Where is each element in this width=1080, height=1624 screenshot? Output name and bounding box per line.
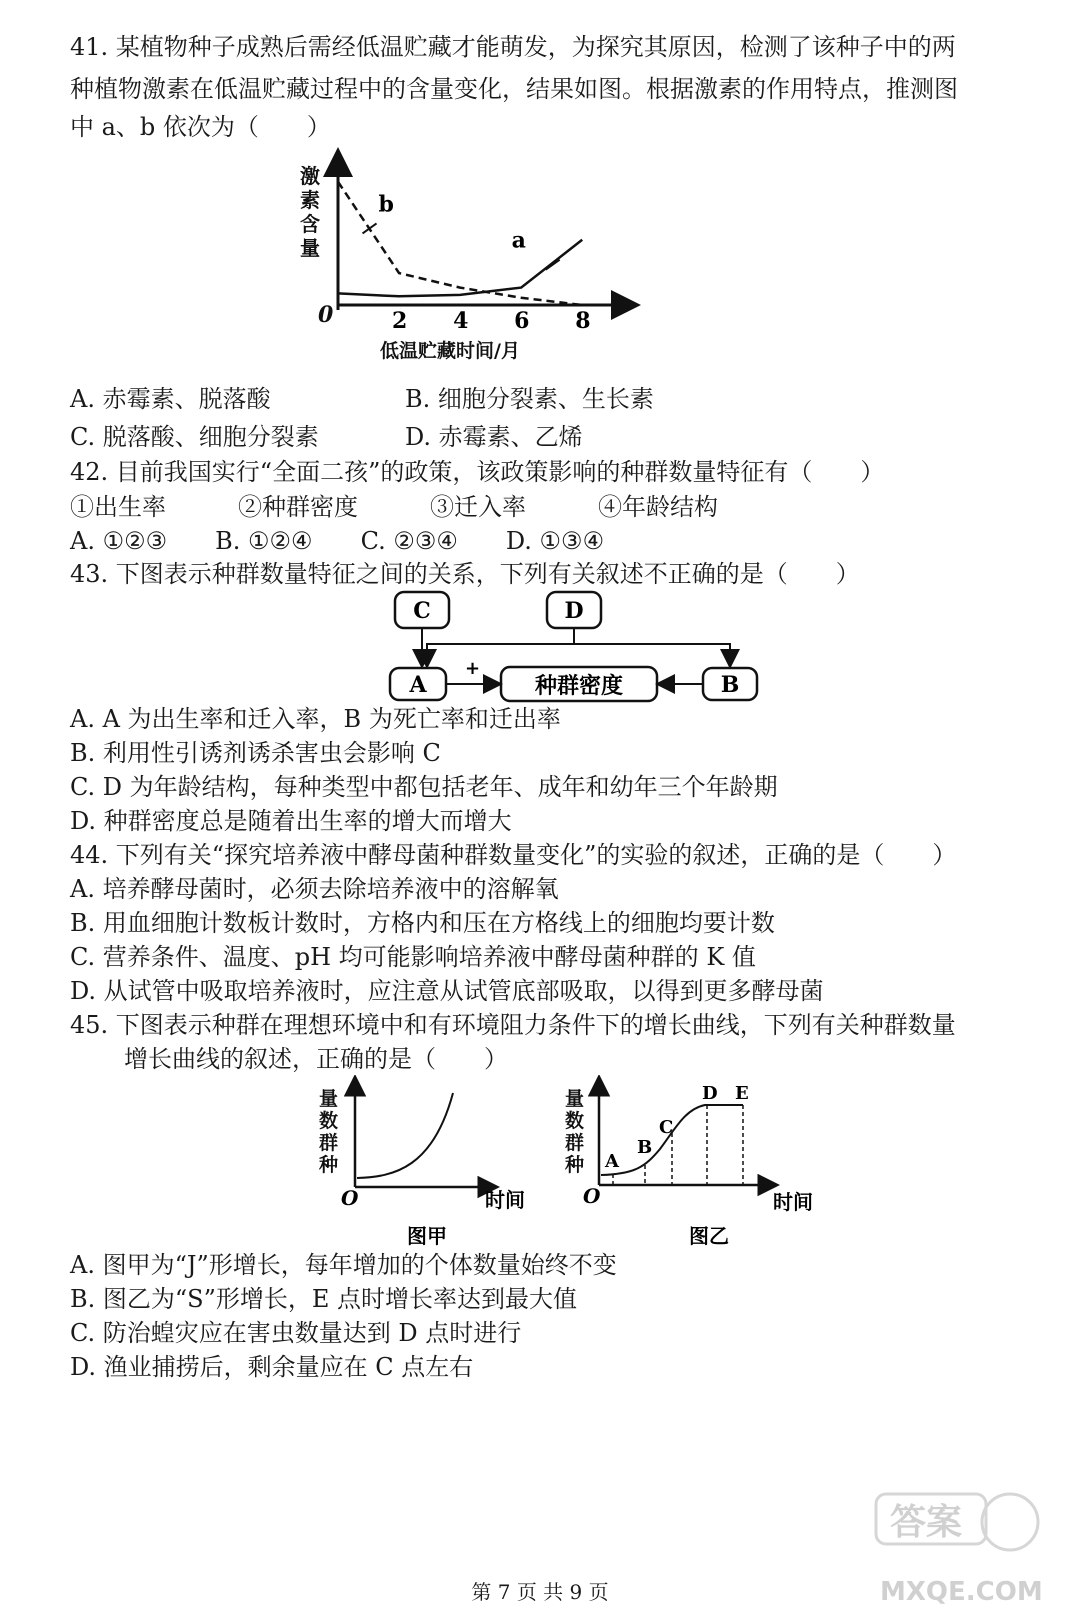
q41-stem-line-1: 41. 某植物种子成熟后需经低温贮藏才能萌发，为探究其原因，检测了该种子中的两 [70,33,956,61]
q41-option-b[interactable]: B. 细胞分裂素、生长素 [405,385,654,413]
q43-option-b[interactable]: B. 利用性引诱剂诱杀害虫会影响 C [70,739,441,767]
svg-text:答案: 答案 [890,1502,963,1543]
q41-leader-b [363,223,377,233]
jia-xlabel: 时间 [485,1188,525,1212]
box-b-label: B [720,672,740,698]
q41-option-d[interactable]: D. 赤霉素、乙烯 [405,423,583,451]
q41-label-b: b [378,191,394,218]
q41-hormone-chart [290,145,650,370]
q41-x-tick-2: 2 [392,308,408,334]
q42-items: ①出生率 ②种群密度 ③迁入率 ④年龄结构 [70,493,718,521]
q44-option-d[interactable]: D. 从试管中吸取培养液时，应注意从试管底部吸取，以得到更多酵母菌 [70,977,824,1005]
q44-option-c[interactable]: C. 营养条件、温度、pH 均可能影响培养液中酵母菌种群的 K 值 [70,943,756,971]
q45-stem-line-1: 45. 下图表示种群在理想环境中和有环境阻力条件下的增长曲线，下列有关种群数量 [70,1011,956,1039]
svg-text:MXQE.COM: MXQE.COM [880,1577,1043,1607]
box-a-label: A [409,672,427,698]
q43-option-d[interactable]: D. 种群密度总是随着出生率的增大而增大 [70,807,512,835]
q43-diagram [385,588,765,706]
yi-ylabel: 种 群 数 量 [565,1088,585,1176]
arrow-d-branch [427,628,574,665]
box-center-label: 种群密度 [534,674,624,699]
jia-caption: 图甲 [407,1224,447,1248]
q42-stem: 42. 目前我国实行“全面二孩”的政策，该政策影响的种群数量特征有（ ） [70,458,885,486]
q41-xlabel: 低温贮藏时间/月 [380,340,520,362]
q41-x-tick-8: 8 [575,308,591,334]
point-e: E [735,1083,749,1104]
j-curve [357,1093,453,1178]
point-c: C [659,1117,674,1138]
q41-option-c[interactable]: C. 脱落酸、细胞分裂素 [70,423,319,451]
q44-stem: 44. 下列有关“探究培养液中酵母菌种群数量变化”的实验的叙述，正确的是（ ） [70,841,957,869]
box-d-label: D [564,598,584,624]
q45-option-a[interactable]: A. 图甲为“J”形增长，每年增加的个体数量始终不变 [70,1251,617,1279]
q44-option-a[interactable]: A. 培养酵母菌时，必须去除培养液中的溶解氧 [70,875,559,903]
q44-option-b[interactable]: B. 用血细胞计数板计数时，方格内和压在方格线上的细胞均要计数 [70,909,775,937]
q41-leader-a [546,260,560,270]
point-d: D [702,1083,718,1104]
point-a: A [605,1151,619,1172]
q45-figure-jia [315,1075,555,1251]
arrow-d-to-b [574,644,730,665]
q41-series-b [338,182,582,305]
q45-option-d[interactable]: D. 渔业捕捞后，剩余量应在 C 点左右 [70,1353,474,1381]
q42-options[interactable]: A. ①②③ B. ①②④ C. ②③④ D. ①③④ [70,527,605,555]
q41-x-tick-6: 6 [514,308,530,334]
yi-origin: O [583,1184,601,1208]
q43-option-c[interactable]: C. D 为年龄结构，每种类型中都包括老年、成年和幼年三个年龄期 [70,773,778,801]
q43-option-a[interactable]: A. A 为出生率和迁入率，B 为死亡率和迁出率 [70,705,561,733]
jia-ylabel: 种 群 数 量 [319,1088,339,1176]
q45-option-b[interactable]: B. 图乙为“S”形增长，E 点时增长率达到最大值 [70,1285,578,1313]
yi-xlabel: 时间 [773,1190,813,1214]
q41-stem-line-3: 中 a、b 依次为（ ） [70,113,331,141]
q41-x-tick-4: 4 [453,308,469,334]
q43-stem: 43. 下图表示种群数量特征之间的关系，下列有关叙述不正确的是（ ） [70,560,860,588]
point-b: B [637,1137,653,1158]
page-footer: 第 7 页 共 9 页 [471,1580,609,1604]
q41-stem-line-2: 种植物激素在低温贮藏过程中的含量变化，结果如图。根据激素的作用特点，推测图 [70,75,958,103]
yi-caption: 图乙 [689,1224,729,1248]
q41-ylabel: 激 素 含 量 [300,164,320,260]
q41-label-a: a [511,227,526,254]
q45-option-c[interactable]: C. 防治蝗灾应在害虫数量达到 D 点时进行 [70,1319,522,1347]
plus-sign: + [465,658,481,679]
q45-stem-line-2: 增长曲线的叙述，正确的是（ ） [124,1045,508,1073]
jia-origin: O [341,1186,359,1210]
q41-option-a[interactable]: A. 赤霉素、脱落酸 [70,385,271,413]
box-c-label: C [413,598,431,624]
q45-figure-yi [565,1075,835,1251]
q41-origin: 0 [318,302,334,328]
